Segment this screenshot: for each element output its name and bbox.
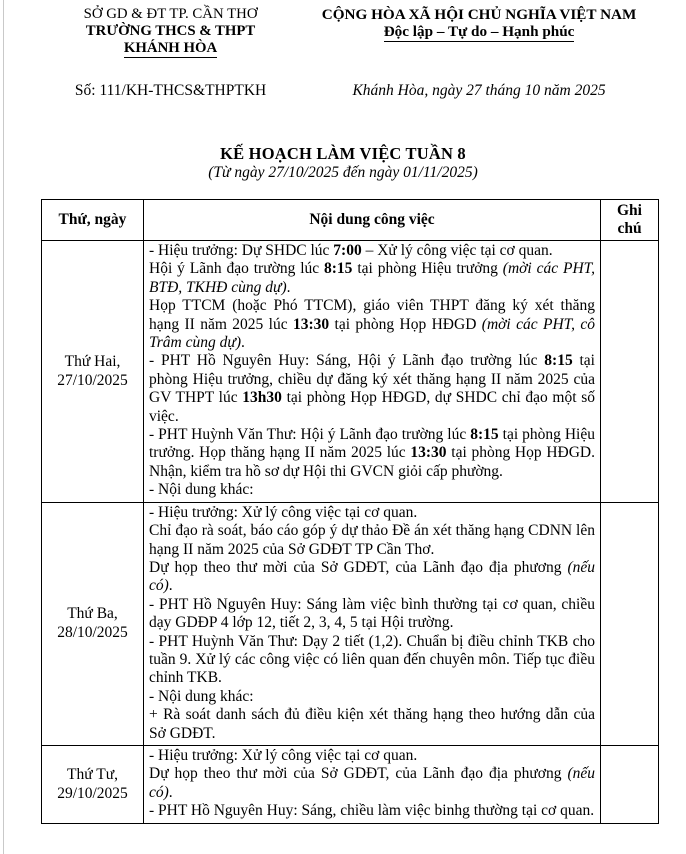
text-run: . — [241, 334, 245, 352]
note-cell — [601, 502, 659, 745]
task-paragraph — [149, 481, 595, 499]
task-paragraph — [149, 596, 595, 633]
national-block — [300, 6, 658, 57]
task-paragraph — [149, 352, 595, 426]
text-run: - PHT Huỳnh Văn Thư: Hội ý Lãnh đạo trường lúc — [149, 426, 471, 444]
schedule-row — [42, 241, 659, 503]
task-paragraph — [149, 242, 595, 260]
text-run: - Hiệu trưởng: Dự SHDC lúc — [149, 242, 334, 259]
content-cell — [144, 745, 601, 823]
superior-org-name: SỞ GD & ĐT TP. CẦN THƠ — [83, 6, 258, 22]
text-run: - PHT Hồ Nguyên Huy: Sáng, Hội ý Lãnh đạo trường lúc — [149, 352, 545, 370]
text-run: - Hiệu trưởng: Xử lý công việc tại cơ quan. — [149, 503, 418, 521]
text-run: Dự họp theo thư mời của Sở GDĐT, của Lãnh đạo địa phương — [149, 558, 568, 576]
task-paragraph — [149, 297, 595, 352]
text-run: tại phòng Họp HĐGD — [329, 315, 482, 333]
text-run: tại phòng Hiệu trưởng, chiều dự đăng ký xét thăng hạng II năm 2025 của GV THPT lúc — [149, 352, 595, 407]
schedule-row — [42, 745, 659, 823]
text-run: 7:00 — [333, 242, 362, 259]
task-paragraph — [149, 688, 595, 706]
text-run: (nếu có) — [149, 765, 595, 801]
text-run: – Xử lý công việc tại cơ quan. — [361, 242, 553, 259]
text-run: tại phòng Họp HĐGD, dự SHDC chỉ đạo một số việc. — [149, 389, 596, 425]
content-cell — [144, 502, 601, 745]
col-header-day: Thứ, ngày — [42, 200, 144, 241]
col-header-content: Nội dung công việc — [144, 200, 601, 241]
document-subtitle: (Từ ngày 27/10/2025 đến ngày 01/11/2025) — [208, 164, 478, 181]
national-motto-line — [300, 23, 658, 40]
text-run: (mời các PHT, cô Trâm cùng dự) — [149, 315, 596, 352]
text-run: 8:15 — [324, 260, 353, 278]
day-cell — [42, 502, 144, 745]
school-branch-line — [41, 40, 300, 57]
note-cell — [601, 745, 659, 823]
day-line: 28/10/2025 — [57, 624, 128, 642]
text-run: tại phòng Họp HĐGD. Nhận, kiểm tra hồ sơ dự Hội thi GVCN giỏi cấp phường. — [149, 444, 595, 480]
document-header — [0, 0, 686, 57]
text-run: (mời các PHT, BTĐ, TKHĐ cùng dự) — [149, 260, 595, 296]
text-run: . — [168, 783, 173, 801]
task-paragraph — [149, 559, 595, 596]
note-cell — [601, 241, 659, 503]
national-motto: Độc lập – Tự do – Hạnh phúc — [383, 23, 575, 40]
text-run: (nếu có) — [149, 558, 595, 595]
text-run: Hội ý Lãnh đạo trường lúc — [149, 260, 325, 278]
text-run: - PHT Hồ Nguyên Huy: Sáng làm việc bình thường tại cơ quan, chiều dạy GDĐP 4 lớp 12, tiết 2, 3, 4, 5 tại Hội trường. — [149, 595, 595, 632]
text-run: 13h30 — [242, 389, 282, 407]
text-run: Họp TTCM (hoặc Phó TTCM), giáo viên THPT đăng ký xét thăng hạng II năm 2025 lúc — [149, 297, 595, 333]
text-run: - Hiệu trưởng: Xử lý công việc tại cơ quan. — [149, 746, 418, 764]
content-cell — [144, 241, 601, 503]
text-run: + Rà soát danh sách đủ điều kiện xét thăng hạng theo hướng dẫn của Sở GDĐT. — [149, 706, 595, 742]
task-paragraph — [149, 522, 595, 559]
day-cell — [42, 745, 144, 823]
text-run: tại phòng Hiệu trưởng. Họp thăng hạng II năm 2025 lúc — [149, 426, 595, 462]
text-run: - Nội dung khác: — [149, 481, 254, 499]
school-branch-name: KHÁNH HÒA — [123, 40, 218, 56]
text-run: 13:30 — [410, 444, 447, 462]
schedule-row — [42, 502, 659, 745]
task-paragraph — [149, 747, 595, 765]
text-run: - Nội dung khác: — [149, 687, 254, 705]
day-line: 29/10/2025 — [57, 784, 128, 802]
text-run: 8:15 — [544, 352, 573, 370]
task-paragraph — [149, 426, 595, 481]
school-name: TRƯỜNG THCS & THPT — [85, 23, 256, 39]
document-title: KẾ HOẠCH LÀM VIỆC TUẦN 8 — [220, 144, 466, 163]
col-header-note: Ghi chú — [601, 200, 659, 241]
task-paragraph — [149, 504, 595, 522]
page-edge-line — [3, 0, 4, 854]
text-run: 8:15 — [470, 426, 499, 444]
issuing-org-block — [41, 6, 300, 57]
schedule-table — [41, 199, 659, 824]
task-paragraph — [149, 706, 595, 743]
schedule-table-head — [42, 200, 659, 241]
place-and-date: Khánh Hòa, ngày 27 tháng 10 năm 2025 — [352, 82, 606, 99]
task-paragraph — [149, 765, 595, 802]
day-line: Thứ Hai, — [64, 352, 121, 370]
text-run: - PHT Huỳnh Văn Thư: Dạy 2 tiết (1,2). Chuẩn bị điều chỉnh TKB cho tuần 9. Xử lý các công việc có liên quan đến chuyên môn. Tiếp tục điều chỉnh TKB. — [149, 632, 595, 687]
text-run: Dự họp theo thư mời của Sở GDĐT, của Lãnh đạo địa phương — [149, 765, 568, 783]
task-paragraph — [149, 633, 595, 688]
document-number: Số: 111/KH-THCS&THPTKH — [74, 82, 267, 99]
day-line: 27/10/2025 — [57, 371, 128, 389]
schedule-body — [42, 241, 659, 824]
text-run: . — [286, 278, 291, 296]
day-cell — [42, 241, 144, 503]
text-run: - PHT Hồ Nguyên Huy: Sáng, chiều làm việc binhg thường tại cơ quan. — [149, 802, 595, 820]
text-run: . — [168, 577, 173, 595]
text-run: 13:30 — [292, 315, 330, 333]
task-paragraph — [149, 802, 595, 820]
text-run: tại phòng Hiệu trưởng — [352, 260, 503, 278]
reference-row — [0, 81, 686, 100]
day-line: Thứ Tư, — [67, 765, 118, 783]
national-title: CỘNG HÒA XÃ HỘI CHỦ NGHĨA VIỆT NAM — [321, 6, 637, 23]
header-row — [42, 200, 659, 241]
day-line: Thứ Ba, — [67, 605, 118, 623]
task-paragraph — [149, 260, 595, 297]
text-run: Chỉ đạo rà soát, báo cáo góp ý dự thảo Đề án xét thăng hạng CDNN lên hạng II năm 2025 của Sở GDĐT TP Cần Thơ. — [149, 522, 595, 558]
